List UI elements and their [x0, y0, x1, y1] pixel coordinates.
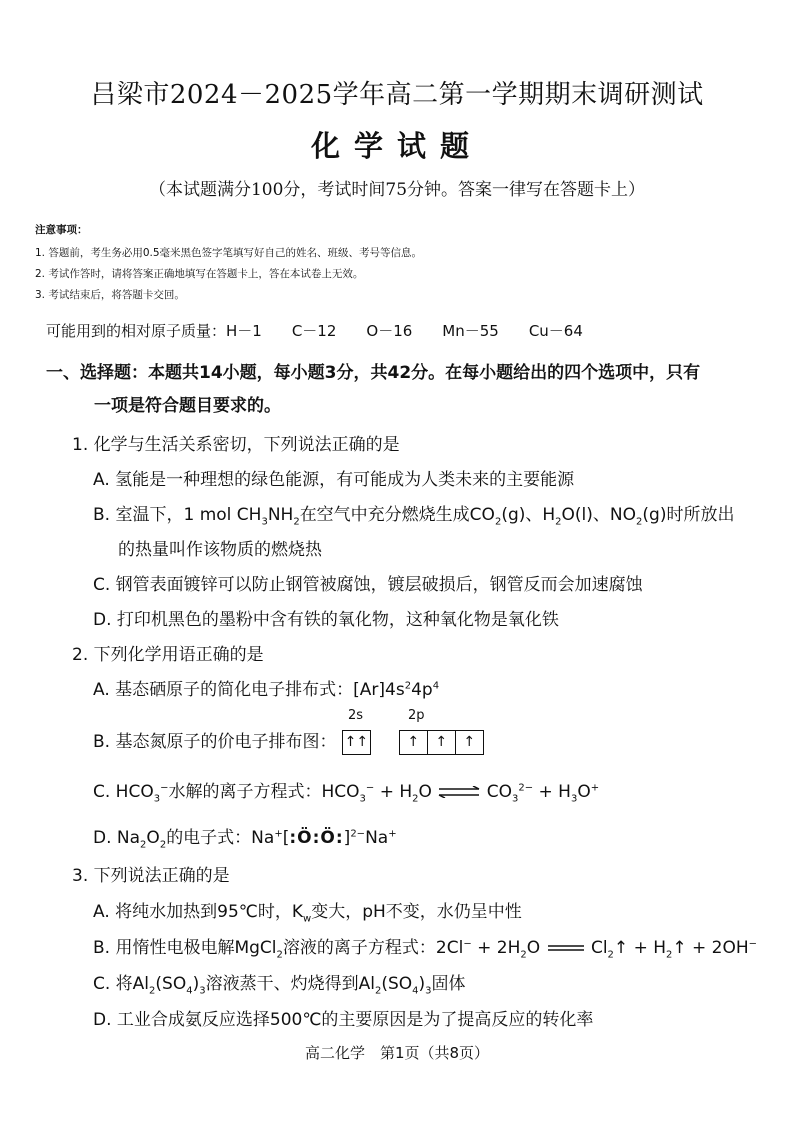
question-2-stem: 2. 下列化学用语正确的是 [72, 645, 264, 665]
question-2-option-b: B. 基态氮原子的价电子排布图： ↑↑ ↑ ↑ ↑ [93, 727, 483, 755]
notice-item: 1. 答题前，考生务必用0.5毫米黑色签字笔填写好自己的姓名、班级、考号等信息。 [35, 247, 423, 259]
question-1-option-b: B. 室温下，1 mol $CH_3NH_2$在空气中充分燃烧生成$CO_2(g)$、$H_2O(l)$、$NO_2(g)$时所放出 [93, 505, 735, 528]
section-heading [46, 357, 746, 423]
notice-item: 3. 考试结束后，将答题卡交回。 [35, 289, 185, 301]
question-1-option-c: C. 钢管表面镀锌可以防止钢管被腐蚀，镀层破损后，钢管反而会加速腐蚀 [93, 575, 643, 595]
equals-sign-icon [546, 943, 586, 953]
question-1-option-b-cont: 的热量叫作该物质的燃烧热 [118, 540, 322, 560]
question-1-stem: 1. 化学与生活关系密切，下列说法正确的是 [72, 435, 400, 455]
orbital-label-2p: 2p [408, 708, 425, 723]
exam-title: 吕梁市2024－2025学年高二第一学期期末调研测试 [90, 80, 704, 110]
orbital-box-2p-1: ↑ [399, 730, 428, 755]
orbital-label-2s: 2s [348, 708, 364, 723]
equilibrium-arrow-icon [437, 786, 481, 798]
exam-info: （本试题满分100分，考试时间75分钟。答案一律写在答题卡上） [148, 180, 646, 200]
orbital-box-2p-2: ↑ [427, 730, 456, 755]
orbital-box-2s: ↑↑ [342, 730, 371, 755]
question-1-option-a: A. 氢能是一种理想的绿色能源，有可能成为人类未来的主要能源 [93, 470, 575, 490]
question-2-option-a: A. 基态硒原子的简化电子排布式：$[Ar]4s^24p^4$ [93, 680, 440, 700]
question-1-option-d: D. 打印机黑色的墨粉中含有铁的氧化物，这种氧化物是氧化铁 [93, 610, 559, 630]
question-3-option-c: C. 将$Al_2(SO_4)_3$溶液蒸干、灼烧得到$Al_2(SO_4)_3$固体 [93, 974, 466, 997]
question-3-stem: 3. 下列说法正确的是 [72, 866, 230, 886]
page-footer: 高二化学 第1页（共8页） [304, 1044, 490, 1062]
question-3-option-b: B. 用惰性电极电解MgCl$_2$溶液的离子方程式：$2Cl^- + 2H_2O$ $Cl_2↑$ + $H_2↑ + 2OH^-$ [93, 938, 758, 961]
question-3-option-a: A. 将纯水加热到95℃时，$K_w$变大，pH不变，水仍呈中性 [93, 902, 522, 925]
subject-title: 化学试题 [310, 129, 483, 163]
question-2-option-d: D. $Na_2O_2$的电子式：Na+[:Ö:Ö:]$^{2-}$Na+ [93, 828, 397, 851]
notice-title: 注意事项： [35, 224, 88, 236]
atomic-mass-line: 可能用到的相对原子质量：H－1 C－12 O－16 Mn－55 Cu－64 [46, 322, 583, 340]
notice-item: 2. 考试作答时，请将答案正确地填写在答题卡上，答在本试卷上无效。 [35, 268, 364, 280]
question-3-option-d: D. 工业合成氨反应选择500℃的主要原因是为了提高反应的转化率 [93, 1010, 594, 1030]
electron-dot-structure: :Ö:Ö: [289, 828, 344, 848]
orbital-box-2p-3: ↑ [455, 730, 484, 755]
section-line-2: 一项是符合题目要求的。 [94, 396, 281, 416]
section-line-1: 一、选择题：本题共14小题，每小题3分，共42分。在每小题给出的四个选项中，只有 [46, 363, 701, 383]
question-2-option-c: C. $HCO_3^-$水解的离子方程式：$HCO_3^- + H_2O$ $CO_3^{2-} + H_3O^+$ [93, 782, 600, 805]
